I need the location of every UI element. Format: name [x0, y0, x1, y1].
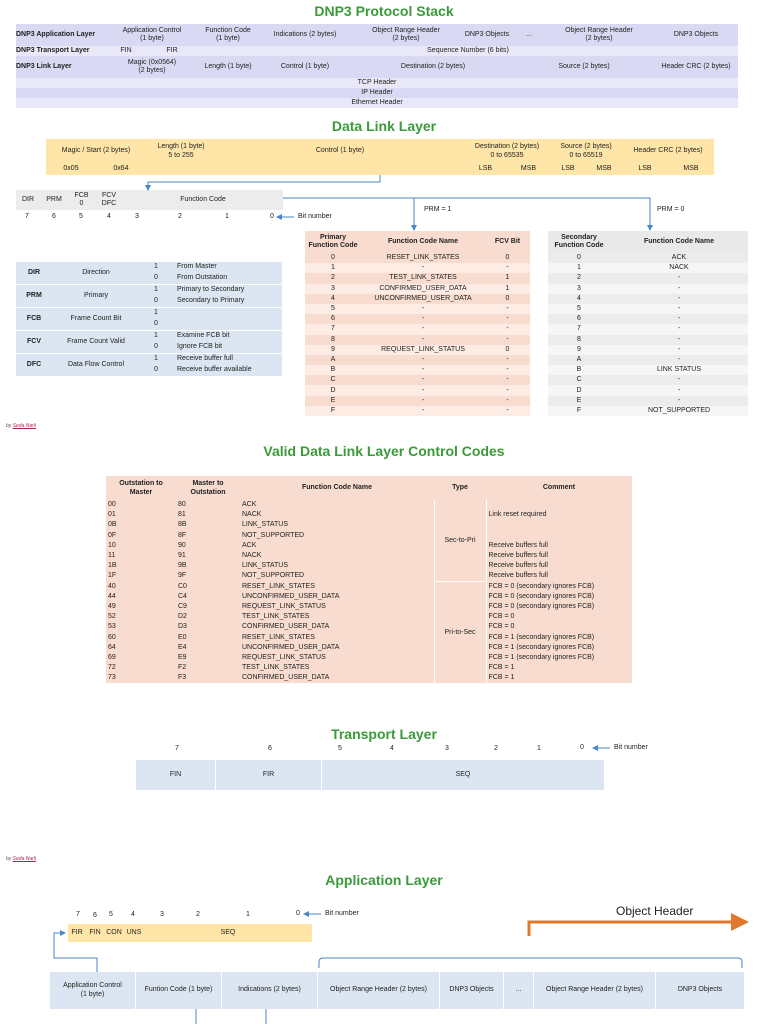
link-crc-cell: Header CRC (2 bytes)	[654, 56, 738, 78]
ac-con: CON	[104, 924, 124, 942]
primary-cell: A	[330, 355, 336, 363]
valid-m2o: C9	[178, 602, 187, 610]
valid-o2m: 60	[108, 633, 116, 641]
dll-title: Data Link Layer	[331, 118, 437, 134]
legend-value: 1	[154, 309, 158, 316]
t-bit-7: 7	[175, 745, 179, 752]
tcp-header: TCP Header	[16, 78, 738, 88]
secondary-cell: 5	[577, 305, 581, 313]
valid-comment: FCB = 0	[488, 613, 515, 621]
valid-header-m2o: Master to Outstation	[190, 480, 226, 496]
valid-comment: Receive buffers full	[488, 572, 548, 580]
primary-cell: -	[506, 305, 509, 313]
author-link[interactable]: Seda Narli	[12, 423, 37, 429]
app-ellipsis-field: ...	[504, 972, 534, 1009]
valid-name: LINK_STATUS	[242, 521, 289, 529]
secondary-cell: NACK	[669, 264, 689, 272]
valid-name: CONFIRMED_USER_DATA	[242, 674, 330, 682]
valid-name: RESET_LINK_STATES	[242, 582, 315, 590]
primary-cell: 6	[331, 315, 335, 323]
primary-cell: 0	[505, 345, 510, 353]
secondary-cell: LINK STATUS	[656, 366, 702, 374]
primary-cell: -	[421, 325, 425, 333]
primary-cell: -	[506, 355, 509, 363]
primary-cell: -	[506, 315, 509, 323]
control-expand-arrow	[148, 175, 380, 188]
legend-abbr: DIR	[27, 268, 41, 276]
valid-m2o: C0	[178, 582, 187, 590]
secondary-cell: 8	[577, 335, 581, 343]
transport-layer-label: DNP3 Transport Layer	[16, 46, 106, 56]
secondary-cell: -	[677, 335, 681, 343]
secondary-cell: -	[677, 355, 681, 363]
valid-m2o: D2	[178, 613, 187, 621]
valid-type-sec-to-pri: Sec-to-Pri	[434, 500, 486, 582]
secondary-cell: -	[677, 396, 681, 404]
valid-name: REQUEST_LINK_STATUS	[242, 602, 326, 610]
valid-comment: FCB = 1 (secondary ignores FCB)	[488, 643, 595, 651]
valid-name: NOT_SUPPORTED	[242, 572, 305, 580]
app-layer-label: DNP3 Application Layer	[16, 24, 106, 46]
valid-m2o: E9	[178, 653, 187, 661]
bit-0: 0	[270, 213, 274, 220]
valid-comment: FCB = 1	[488, 664, 515, 672]
valid-m2o: F3	[178, 674, 187, 682]
secondary-cell: NOT_SUPPORTED	[647, 406, 711, 414]
primary-cell: 9	[331, 345, 335, 353]
t-bit-5: 5	[338, 745, 342, 752]
primary-cell: -	[421, 305, 425, 313]
object-header-arrow	[529, 922, 740, 936]
link-destination-cell: Destination (2 bytes)	[352, 56, 514, 78]
primary-cell: -	[421, 406, 425, 414]
valid-comment: Link reset required	[488, 511, 547, 519]
legend-desc: Secondary to Primary	[177, 297, 245, 304]
app-function-code-field: Funtion Code (1 byte)	[136, 972, 222, 1009]
dll-destination-field: Destination (2 bytes) 0 to 65535	[464, 139, 550, 164]
primary-cell: UNCONFIRMED_USER_DATA	[374, 294, 472, 302]
ctrl-function-code: Function Code	[123, 190, 283, 210]
dll-magic-lo: 0x05	[46, 164, 96, 175]
primary-cell: -	[506, 376, 509, 384]
valid-name: RESET_LINK_STATES	[242, 633, 315, 641]
primary-cell: 0	[331, 254, 335, 262]
legend-desc: Receive buffer available	[177, 366, 252, 373]
a-bit-6: 6	[93, 912, 97, 919]
secondary-cell: 7	[577, 325, 581, 333]
valid-m2o: 9B	[178, 562, 187, 570]
valid-m2o: C4	[178, 592, 187, 600]
ac-seq: SEQ	[144, 924, 312, 942]
legend-name: Frame Count Bit	[70, 314, 122, 322]
valid-name: TEST_LINK_STATES	[242, 664, 310, 672]
primary-cell: CONFIRMED_USER_DATA	[379, 284, 467, 292]
valid-m2o: F2	[178, 664, 187, 672]
a-bit-4: 4	[131, 911, 135, 918]
valid-type-pri-to-sec: Pri-to-Sec	[434, 582, 486, 684]
primary-cell: B	[330, 366, 336, 374]
primary-cell: 4	[331, 294, 335, 302]
transport-seq-cell: Sequence Number (6 bits)	[198, 46, 738, 56]
primary-cell: -	[506, 335, 509, 343]
primary-header-name: Function Code Name	[387, 238, 458, 245]
valid-header-name: Function Code Name	[301, 484, 372, 491]
primary-cell: TEST_LINK_STATES	[389, 274, 457, 282]
primary-cell: -	[506, 406, 509, 414]
link-control-cell: Control (1 byte)	[258, 56, 352, 78]
primary-cell: -	[506, 396, 509, 404]
valid-m2o: E4	[178, 643, 187, 651]
valid-m2o: 8F	[178, 531, 187, 539]
valid-comment: Receive buffers full	[488, 552, 548, 560]
valid-comment: FCB = 1	[488, 674, 515, 682]
valid-o2m: 0F	[108, 531, 117, 539]
valid-name: NACK	[242, 511, 262, 519]
legend-name: Data Flow Control	[67, 360, 125, 368]
primary-cell: -	[421, 376, 425, 384]
valid-o2m: 0B	[108, 521, 117, 529]
ctrl-fcb: FCB 0	[68, 190, 95, 210]
t-bit-1: 1	[537, 745, 541, 752]
valid-m2o: E0	[178, 633, 187, 641]
app-control-loop-arrow	[54, 933, 97, 972]
ctrl-fcv-dfc: FCV DFC	[95, 190, 123, 210]
primary-cell: 1	[505, 284, 510, 292]
primary-header-fcv: FCV Bit	[494, 238, 521, 245]
legend-name: Frame Count Valid	[67, 337, 125, 345]
primary-cell: 5	[331, 305, 335, 313]
link-length-cell: Length (1 byte)	[198, 56, 258, 78]
secondary-cell: -	[677, 305, 681, 313]
dll-crc-lsb: LSB	[622, 164, 668, 175]
link-source-cell: Source (2 bytes)	[514, 56, 654, 78]
valid-m2o: 9F	[178, 572, 187, 580]
valid-o2m: 69	[108, 653, 116, 661]
dll-magic-field: Magic / Start (2 bytes)	[46, 139, 146, 164]
legend-value: 1	[154, 263, 158, 270]
credit-prefix: by	[6, 423, 12, 429]
link-layer-label: DNP3 Link Layer	[16, 56, 106, 78]
legend-value: 0	[154, 274, 158, 281]
dll-control-field: Control (1 byte)	[216, 139, 464, 164]
dll-crc-msb: MSB	[668, 164, 714, 175]
t-bit-2: 2	[494, 745, 498, 752]
legend-desc: Primary to Secondary	[177, 286, 245, 293]
legend-name: Primary	[83, 291, 109, 299]
a-bit-5: 5	[109, 911, 113, 918]
prm0-label: PRM = 0	[657, 206, 685, 213]
legend-value: 0	[154, 366, 158, 373]
bit-4: 4	[107, 213, 111, 220]
t-bit-6: 6	[268, 745, 272, 752]
secondary-cell: 9	[577, 345, 581, 353]
valid-name: REQUEST_LINK_STATUS	[242, 653, 326, 661]
app-indications-field: Indications (2 bytes)	[222, 972, 318, 1009]
legend-value: 1	[154, 332, 158, 339]
valid-name: LINK_STATUS	[242, 562, 289, 570]
link-magic-cell: Magic (0x0564) (2 bytes)	[106, 56, 198, 78]
ctrl-prm: PRM	[40, 190, 68, 210]
valid-o2m: 1B	[108, 562, 117, 570]
secondary-cell: 0	[577, 254, 581, 262]
app-dnp3-objects-field: DNP3 Objects	[440, 972, 504, 1009]
primary-cell: -	[506, 264, 509, 272]
valid-o2m: 1F	[108, 572, 117, 580]
bottom-connectors	[196, 1009, 266, 1024]
secondary-cell: -	[677, 345, 681, 353]
secondary-cell: 4	[577, 294, 581, 302]
secondary-cell: 3	[577, 284, 581, 292]
valid-name: UNCONFIRMED_USER_DATA	[242, 592, 340, 600]
valid-o2m: 49	[108, 602, 116, 610]
valid-m2o: 91	[178, 552, 186, 560]
primary-cell: -	[421, 396, 425, 404]
primary-cell: F	[330, 406, 336, 414]
transport-fin-field: FIN	[136, 760, 216, 790]
bit-7: 7	[25, 213, 29, 220]
valid-o2m: 64	[108, 643, 116, 651]
primary-cell: 1	[505, 274, 510, 282]
legend-desc: Ignore FCB bit	[177, 343, 223, 350]
primary-cell: D	[330, 386, 336, 394]
legend-value: 0	[154, 320, 158, 327]
primary-cell: RESET_LINK_STATES	[386, 254, 460, 262]
bit-6: 6	[52, 213, 56, 220]
legend-desc: Examine FCB bit	[177, 332, 230, 339]
primary-cell: E	[330, 396, 336, 404]
valid-name: TEST_LINK_STATES	[242, 613, 310, 621]
primary-cell: 0	[505, 294, 510, 302]
primary-cell: 3	[331, 284, 335, 292]
primary-cell: C	[330, 376, 336, 384]
secondary-cell: 2	[577, 274, 581, 282]
valid-title: Valid Data Link Layer Control Codes	[263, 443, 505, 459]
primary-cell: -	[421, 315, 425, 323]
legend-desc: Receive buffer full	[177, 355, 233, 362]
ac-fir: FIR	[68, 924, 86, 942]
legend-desc: From Outstation	[177, 274, 228, 281]
secondary-cell: 6	[577, 315, 581, 323]
primary-cell: 7	[331, 325, 335, 333]
dll-crc-field: Header CRC (2 bytes)	[622, 139, 714, 164]
secondary-cell: 1	[577, 264, 581, 272]
credit-prefix-2: by	[6, 856, 12, 862]
valid-comment: FCB = 0 (secondary ignores FCB)	[488, 582, 595, 590]
primary-cell: -	[506, 366, 509, 374]
legend-value: 1	[154, 355, 158, 362]
a-bit-7: 7	[76, 911, 80, 918]
primary-header-code: Primary Function Code	[308, 234, 358, 249]
valid-comment: FCB = 1 (secondary ignores FCB)	[488, 633, 595, 641]
legend-abbr: FCV	[27, 337, 41, 345]
legend-abbr: PRM	[26, 291, 42, 299]
author-link-2[interactable]: Seda Narli	[12, 856, 37, 862]
ctrl-dir: DIR	[16, 190, 40, 210]
valid-name: ACK	[242, 541, 257, 549]
indications-cell: Indications (2 bytes)	[258, 24, 352, 46]
valid-o2m: 73	[108, 674, 116, 682]
legend-value: 1	[154, 286, 158, 293]
dnp3-objects-cell-2: DNP3 Objects	[654, 24, 738, 46]
transport-fir-field: FIR	[216, 760, 322, 790]
function-code-cell: Function Code (1 byte)	[198, 24, 258, 46]
app-object-range-header-field: Object Range Header (2 bytes)	[318, 972, 440, 1009]
valid-comment: FCB = 1 (secondary ignores FCB)	[488, 653, 595, 661]
secondary-cell: -	[677, 386, 681, 394]
object-header-label: Object Header	[616, 904, 694, 918]
dll-magic-hi: 0x64	[96, 164, 146, 175]
t-bit-0: 0	[580, 744, 584, 751]
app-title: Application Layer	[325, 872, 443, 888]
ac-fin: FIN	[86, 924, 104, 942]
secondary-cell: B	[576, 366, 582, 374]
primary-cell: -	[421, 335, 425, 343]
valid-o2m: 10	[108, 541, 116, 549]
primary-cell: REQUEST_LINK_STATUS	[381, 345, 465, 353]
secondary-cell: ACK	[671, 254, 687, 262]
bit-3: 3	[135, 213, 139, 220]
valid-o2m: 40	[108, 582, 116, 590]
valid-name: ACK	[242, 501, 257, 509]
secondary-cell: E	[576, 396, 582, 404]
a-bit-1: 1	[246, 911, 250, 918]
ac-uns: UNS	[124, 924, 144, 942]
secondary-header-code: Secondary Function Code	[554, 234, 604, 249]
transport-fir-cell: FIR	[146, 46, 198, 56]
valid-o2m: 72	[108, 664, 116, 672]
primary-cell: -	[421, 386, 425, 394]
primary-cell: -	[421, 355, 425, 363]
valid-m2o: D3	[178, 623, 187, 631]
transport-title: Transport Layer	[331, 726, 437, 742]
secondary-cell: D	[576, 386, 582, 394]
dll-dest-lsb: LSB	[464, 164, 507, 175]
transport-fin-cell: FIN	[106, 46, 146, 56]
valid-name: CONFIRMED_USER_DATA	[242, 623, 330, 631]
bit-number-label: Bit number	[298, 213, 332, 220]
secondary-cell: F	[576, 406, 582, 414]
secondary-cell: -	[677, 274, 681, 282]
valid-o2m: 00	[108, 501, 116, 509]
app-control-cell: Application Control (1 byte)	[106, 24, 198, 46]
legend-abbr: FCB	[26, 314, 42, 322]
legend-value: 0	[154, 297, 158, 304]
valid-comment: Receive buffers full	[488, 562, 548, 570]
app-control-field: Application Control (1 byte)	[50, 972, 136, 1009]
valid-header-type: Type	[452, 484, 468, 491]
bit-5: 5	[79, 213, 83, 220]
primary-cell: -	[506, 386, 509, 394]
bit-2: 2	[178, 213, 182, 220]
transport-seq-field: SEQ	[322, 760, 604, 790]
legend-name: Direction	[82, 268, 110, 276]
object-range-header-cell: Object Range Header (2 bytes)	[352, 24, 460, 46]
a-bit-2: 2	[196, 911, 200, 918]
object-range-header-cell-2: Object Range Header (2 bytes)	[544, 24, 654, 46]
valid-name: NACK	[242, 552, 262, 560]
primary-cell: -	[506, 325, 509, 333]
ethernet-header: Ethernet Header	[16, 98, 738, 108]
a-bit-0: 0	[296, 910, 300, 917]
app-dnp3-objects-field-2: DNP3 Objects	[656, 972, 744, 1009]
primary-cell: 2	[331, 274, 335, 282]
valid-o2m: 53	[108, 623, 116, 631]
valid-o2m: 01	[108, 511, 116, 519]
secondary-cell: -	[677, 284, 681, 292]
valid-name: NOT_SUPPORTED	[242, 531, 305, 539]
valid-o2m: 11	[108, 552, 116, 560]
prm1-label: PRM = 1	[424, 206, 452, 213]
primary-cell: -	[421, 366, 425, 374]
valid-m2o: 80	[178, 501, 186, 509]
object-header-brace	[319, 958, 742, 968]
valid-comment: FCB = 0 (secondary ignores FCB)	[488, 592, 595, 600]
secondary-cell: -	[677, 315, 681, 323]
ip-header: IP Header	[16, 88, 738, 98]
valid-header-o2m: Outstation to Master	[119, 480, 163, 496]
secondary-cell: C	[576, 376, 582, 384]
dll-source-field: Source (2 bytes) 0 to 65519	[550, 139, 622, 164]
stack-title: DNP3 Protocol Stack	[314, 3, 454, 19]
primary-cell: -	[421, 264, 425, 272]
a-bit-3: 3	[160, 911, 164, 918]
t-bit-3: 3	[445, 745, 449, 752]
function-code-branch-arrows	[283, 198, 650, 228]
valid-o2m: 52	[108, 613, 116, 621]
ellipsis-cell: ...	[514, 24, 544, 46]
valid-name: UNCONFIRMED_USER_DATA	[242, 643, 340, 651]
secondary-cell: A	[576, 355, 582, 363]
dll-length-field: Length (1 byte) 5 to 255	[146, 139, 216, 164]
bit-1: 1	[225, 213, 229, 220]
valid-m2o: 8B	[178, 521, 187, 529]
secondary-header-name: Function Code Name	[643, 238, 714, 245]
app-object-range-header-field-2: Object Range Header (2 bytes)	[534, 972, 656, 1009]
primary-cell: 8	[331, 335, 335, 343]
dll-src-msb: MSB	[586, 164, 622, 175]
dll-src-lsb: LSB	[550, 164, 586, 175]
secondary-cell: -	[677, 376, 681, 384]
valid-comment: FCB = 0 (secondary ignores FCB)	[488, 602, 595, 610]
dll-dest-msb: MSB	[507, 164, 550, 175]
secondary-cell: -	[677, 325, 681, 333]
a-bit-number-label: Bit number	[325, 910, 359, 917]
primary-cell: 1	[331, 264, 335, 272]
legend-value: 0	[154, 343, 158, 350]
valid-m2o: 90	[178, 541, 186, 549]
valid-comment: Receive buffers full	[488, 541, 548, 549]
valid-m2o: 81	[178, 511, 186, 519]
t-bit-number-label: Bit number	[614, 744, 648, 751]
valid-comment: FCB = 0	[488, 623, 515, 631]
legend-abbr: DFC	[26, 360, 42, 368]
legend-desc: From Master	[177, 263, 217, 270]
valid-header-comment: Comment	[542, 484, 576, 491]
primary-cell: 0	[505, 254, 510, 262]
dnp3-objects-cell: DNP3 Objects	[460, 24, 514, 46]
valid-o2m: 44	[108, 592, 116, 600]
secondary-cell: -	[677, 294, 681, 302]
t-bit-4: 4	[390, 745, 394, 752]
